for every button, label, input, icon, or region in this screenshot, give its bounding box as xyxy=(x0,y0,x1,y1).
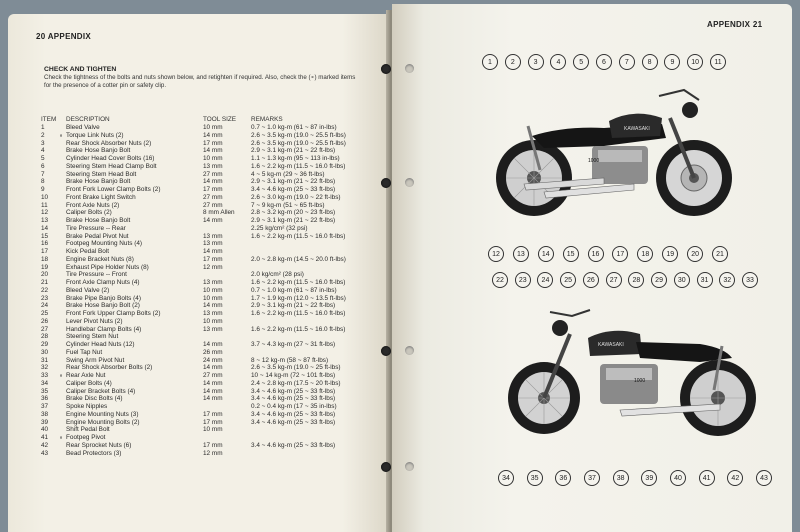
item-description: Front Axle Clamp Nuts (4) xyxy=(66,279,140,286)
tool-size: 10 mm xyxy=(203,294,223,302)
tool-size: 13 mm xyxy=(203,310,223,317)
torque-remark: 2.9 ~ 3.1 kg-m (21 ~ 22 ft-lbs) xyxy=(251,302,336,310)
callout-number: 26 xyxy=(583,272,599,288)
tool-size: 14 mm xyxy=(203,248,223,255)
callout-number: 11 xyxy=(710,54,726,70)
item-number: 2 xyxy=(41,131,45,139)
torque-remark: 0.7 ~ 1.0 kg-m (61 ~ 87 in-lbs) xyxy=(251,286,337,294)
item-description: Rear Shock Absorber Bolts (2) xyxy=(66,364,153,372)
tool-size: 14 mm xyxy=(203,302,223,310)
tool-size: 26 mm xyxy=(203,348,223,356)
item-description: Engine Mounting Bolts (2) xyxy=(66,418,140,426)
callout-number: 42 xyxy=(727,470,743,486)
callout-number: 3 xyxy=(528,54,544,70)
table-row xyxy=(41,132,381,140)
table-row xyxy=(41,287,381,295)
tool-size: 24 mm xyxy=(203,356,223,364)
torque-remark: 2.0 kg/cm² (28 psi) xyxy=(251,271,304,279)
tool-size: 14 mm xyxy=(203,379,223,387)
torque-remark: 2.0 ~ 2.8 kg-m (14.5 ~ 20.0 ft-lbs) xyxy=(251,255,346,263)
tool-size: 14 mm xyxy=(203,364,223,372)
torque-remark: 1.6 ~ 2.2 kg-m (11.5 ~ 16.0 ft-lbs) xyxy=(251,310,346,317)
item-number: 8 xyxy=(41,178,45,186)
item-description: Steering Stem Head Clamp Bolt xyxy=(66,162,157,170)
item-number: 22 xyxy=(41,286,49,294)
tool-size: 17 mm xyxy=(203,441,223,449)
item-description: Handlebar Clamp Bolts (4) xyxy=(66,325,142,333)
item-description: Exhaust Pipe Holder Nuts (8) xyxy=(66,263,149,271)
table-row xyxy=(41,364,381,372)
item-description: Torque Link Nuts (2) xyxy=(66,131,124,139)
tool-size: 14 mm xyxy=(203,387,223,395)
item-description: Rear Sprocket Nuts (6) xyxy=(66,441,132,449)
table-row xyxy=(41,333,381,341)
torque-remark: 3.4 ~ 4.6 kg-m (25 ~ 33 ft-lbs) xyxy=(251,186,336,193)
side-cover-badge-left: 1000 xyxy=(634,378,646,384)
tool-size: 13 mm xyxy=(203,279,223,286)
item-description: Tire Pressure -- Rear xyxy=(66,224,126,232)
item-description: Footpeg Pivot xyxy=(66,434,106,441)
table-row xyxy=(41,264,381,272)
cotter-pin-mark: ∘ xyxy=(59,434,64,441)
callout-number: 27 xyxy=(606,272,622,288)
item-number: 10 xyxy=(41,193,49,201)
torque-remark: 10 ~ 14 kg-m (72 ~ 101 ft-lbs) xyxy=(251,372,336,379)
torque-remark: 2.4 ~ 2.8 kg-m (17.5 ~ 20 ft-lbs) xyxy=(251,379,341,387)
callout-number: 18 xyxy=(637,246,653,262)
item-number: 9 xyxy=(41,186,45,193)
tool-size: 8 mm Allen xyxy=(203,209,235,217)
col-header-remarks: REMARKS xyxy=(251,116,283,123)
table-row xyxy=(41,395,381,403)
item-number: 38 xyxy=(41,410,49,418)
callout-number: 14 xyxy=(538,246,554,262)
item-description: Fuel Tap Nut xyxy=(66,348,103,356)
torque-remark: 2.25 kg/cm² (32 psi) xyxy=(251,224,308,232)
item-description: Steering Stem Head Bolt xyxy=(66,170,137,178)
item-description: Brake Pipe Banjo Bolts (4) xyxy=(66,294,141,302)
item-description: Rear Shock Absorber Nuts (2) xyxy=(66,139,152,147)
callout-number: 41 xyxy=(699,470,715,486)
item-description: Engine Mounting Nuts (3) xyxy=(66,410,139,418)
binder-hole xyxy=(381,462,391,472)
item-number: 5 xyxy=(41,155,45,162)
callout-number: 43 xyxy=(756,470,772,486)
callout-number: 13 xyxy=(513,246,529,262)
tool-size: 14 mm xyxy=(203,178,223,186)
tool-size: 12 mm xyxy=(203,263,223,271)
table-row xyxy=(41,279,381,287)
torque-remark: 2.6 ~ 3.0 kg-m (19.0 ~ 22 ft-lbs) xyxy=(251,193,341,201)
torque-remark: 3.4 ~ 4.6 kg-m (25 ~ 33 ft-lbs) xyxy=(251,410,336,418)
tank-brand-label-left: KAWASAKI xyxy=(598,342,624,348)
cotter-pin-mark: ∘ xyxy=(59,131,64,139)
callout-number: 40 xyxy=(670,470,686,486)
table-row xyxy=(41,194,381,202)
table-row xyxy=(41,295,381,303)
binder-hole xyxy=(381,178,391,188)
callout-number: 20 xyxy=(687,246,703,262)
tool-size: 17 mm xyxy=(203,186,223,193)
callout-number: 25 xyxy=(560,272,576,288)
torque-remark: 0.2 ~ 0.4 kg-m (17 ~ 35 in-lbs) xyxy=(251,403,337,410)
tank-brand-label: KAWASAKI xyxy=(624,126,650,132)
callout-number: 21 xyxy=(712,246,728,262)
binder-hole-right xyxy=(405,462,414,471)
torque-remark: 2.6 ~ 3.5 kg-m (19.0 ~ 25 ft-lbs) xyxy=(251,364,341,372)
item-number: 19 xyxy=(41,263,49,271)
tool-size: 17 mm xyxy=(203,418,223,426)
table-row xyxy=(41,411,381,419)
binder-hole-right xyxy=(405,346,414,355)
callout-number: 22 xyxy=(492,272,508,288)
callout-number: 16 xyxy=(588,246,604,262)
item-description: Cylinder Head Cover Bolts (16) xyxy=(66,155,155,162)
callout-number: 28 xyxy=(628,272,644,288)
item-description: Brake Hose Banjo Bolt xyxy=(66,178,131,186)
torque-remark: 8 ~ 12 kg-m (58 ~ 87 ft-lbs) xyxy=(251,356,329,364)
item-description: Spoke Nipples xyxy=(66,403,108,410)
item-description: Caliper Bolts (2) xyxy=(66,209,112,217)
table-row xyxy=(41,450,381,458)
table-row xyxy=(41,380,381,388)
item-description: Front Fork Upper Clamp Bolts (2) xyxy=(66,310,161,317)
item-description: Shift Pedal Bolt xyxy=(66,426,110,434)
item-number: 11 xyxy=(41,201,48,209)
callout-number: 36 xyxy=(555,470,571,486)
callout-number: 30 xyxy=(674,272,690,288)
table-row xyxy=(41,271,381,279)
callout-number: 8 xyxy=(642,54,658,70)
tool-size: 13 mm xyxy=(203,232,223,240)
item-number: 43 xyxy=(41,449,49,457)
item-number: 29 xyxy=(41,341,49,348)
item-number: 23 xyxy=(41,294,49,302)
item-description: Swing Arm Pivot Nut xyxy=(66,356,125,364)
item-number: 3 xyxy=(41,139,45,147)
item-description: Bleed Valve xyxy=(66,124,100,131)
item-number: 40 xyxy=(41,426,49,434)
table-row xyxy=(41,147,381,155)
item-number: 39 xyxy=(41,418,49,426)
item-number: 28 xyxy=(41,333,49,341)
torque-remark: 1.6 ~ 2.2 kg-m (11.5 ~ 16.0 ft-lbs) xyxy=(251,232,346,240)
torque-remark: 2.9 ~ 3.1 kg-m (21 ~ 22 ft-lbs) xyxy=(251,147,336,155)
tool-size: 14 mm xyxy=(203,217,223,224)
callout-number: 6 xyxy=(596,54,612,70)
table-row xyxy=(41,326,381,334)
item-description: Brake Hose Banjo Bolt xyxy=(66,147,131,155)
callout-number: 4 xyxy=(550,54,566,70)
torque-remark: 2.8 ~ 3.2 kg-m (20 ~ 23 ft-lbs) xyxy=(251,209,336,217)
callout-number: 34 xyxy=(498,470,514,486)
item-number: 25 xyxy=(41,310,49,317)
tool-size: 12 mm xyxy=(203,449,223,457)
item-description: Kick Pedal Bolt xyxy=(66,248,109,255)
callout-number: 19 xyxy=(662,246,678,262)
page-header-right: APPENDIX 21 xyxy=(707,20,763,29)
torque-remark: 2.6 ~ 3.5 kg-m (19.0 ~ 25.5 ft-lbs) xyxy=(251,139,346,147)
tool-size: 10 mm xyxy=(203,124,223,131)
table-row xyxy=(41,202,381,210)
left-page xyxy=(8,14,388,532)
item-number: 37 xyxy=(41,403,49,410)
item-number: 18 xyxy=(41,255,49,263)
table-row xyxy=(41,209,381,217)
tool-size: 14 mm xyxy=(203,395,223,403)
table-row xyxy=(41,403,381,411)
tool-size: 17 mm xyxy=(203,410,223,418)
torque-remark: 1.6 ~ 2.2 kg-m (11.5 ~ 16.0 ft-lbs) xyxy=(251,162,346,170)
torque-remark: 7 ~ 9 kg-m (51 ~ 65 ft-lbs) xyxy=(251,201,325,209)
item-number: 16 xyxy=(41,240,49,248)
item-number: 27 xyxy=(41,325,49,333)
tool-size: 27 mm xyxy=(203,372,223,379)
table-row xyxy=(41,155,381,163)
callout-number: 9 xyxy=(664,54,680,70)
cotter-pin-mark: ∘ xyxy=(59,372,64,379)
torque-remark: 1.1 ~ 1.3 kg-m (95 ~ 113 in-lbs) xyxy=(251,155,340,162)
callout-number: 7 xyxy=(619,54,635,70)
table-row xyxy=(41,419,381,427)
table-row xyxy=(41,225,381,233)
item-description: Front Brake Light Switch xyxy=(66,193,136,201)
table-row xyxy=(41,372,381,380)
item-number: 41 xyxy=(41,434,49,441)
binder-hole xyxy=(381,64,391,74)
binder-hole xyxy=(381,346,391,356)
table-row xyxy=(41,434,381,442)
table-row xyxy=(41,163,381,171)
tool-size: 10 mm xyxy=(203,426,223,434)
tool-size: 27 mm xyxy=(203,193,223,201)
right-page xyxy=(392,4,792,532)
table-row xyxy=(41,318,381,326)
tool-size: 10 mm xyxy=(203,286,223,294)
callout-number: 35 xyxy=(527,470,543,486)
item-description: Bead Protectors (3) xyxy=(66,449,122,457)
table-row xyxy=(41,240,381,248)
table-row xyxy=(41,341,381,349)
table-row xyxy=(41,426,381,434)
table-row xyxy=(41,186,381,194)
item-description: Cylinder Head Nuts (12) xyxy=(66,341,135,348)
page-header-left: 20 APPENDIX xyxy=(36,32,92,41)
table-row xyxy=(41,233,381,241)
item-number: 42 xyxy=(41,441,49,449)
callout-number: 10 xyxy=(687,54,703,70)
item-description: Steering Stem Nut xyxy=(66,333,119,341)
item-number: 36 xyxy=(41,395,49,403)
torque-remark: 0.7 ~ 1.0 kg-m (61 ~ 87 in-lbs) xyxy=(251,124,337,131)
item-number: 7 xyxy=(41,170,45,178)
tool-size: 14 mm xyxy=(203,147,223,155)
item-number: 1 xyxy=(41,124,45,131)
side-cover-badge: 1000 xyxy=(588,158,600,164)
item-number: 14 xyxy=(41,224,49,232)
item-description: Footpeg Mounting Nuts (4) xyxy=(66,240,143,248)
callout-number: 37 xyxy=(584,470,600,486)
item-description: Brake Hose Banjo Bolt xyxy=(66,217,131,224)
tool-size: 10 mm xyxy=(203,317,223,325)
callout-number: 31 xyxy=(697,272,713,288)
item-description: Engine Bracket Nuts (8) xyxy=(66,255,134,263)
item-number: 34 xyxy=(41,379,49,387)
torque-remark: 2.6 ~ 3.5 kg-m (19.0 ~ 25.5 ft-lbs) xyxy=(251,131,346,139)
tool-size: 27 mm xyxy=(203,201,223,209)
item-description: Front Fork Lower Clamp Bolts (2) xyxy=(66,186,161,193)
torque-table xyxy=(41,124,381,457)
item-number: 12 xyxy=(41,209,49,217)
torque-remark: 3.4 ~ 4.6 kg-m (25 ~ 33 ft-lbs) xyxy=(251,387,336,395)
item-number: 20 xyxy=(41,271,49,279)
item-description: Brake Pedal Pivot Nut xyxy=(66,232,129,240)
table-row xyxy=(41,349,381,357)
table-row xyxy=(41,310,381,318)
item-number: 4 xyxy=(41,147,45,155)
callout-number: 15 xyxy=(563,246,579,262)
motorcycle-left-side-illustration xyxy=(500,286,770,456)
col-header-description: DESCRIPTION xyxy=(66,116,110,123)
table-row xyxy=(41,140,381,148)
binder-hole-right xyxy=(405,64,414,73)
item-number: 35 xyxy=(41,387,49,395)
item-number: 32 xyxy=(41,364,49,372)
tool-size: 27 mm xyxy=(203,170,223,178)
item-description: Rear Axle Nut xyxy=(66,372,106,379)
callout-number: 39 xyxy=(641,470,657,486)
item-number: 6 xyxy=(41,162,45,170)
torque-remark: 1.6 ~ 2.2 kg-m (11.5 ~ 16.0 ft-lbs) xyxy=(251,279,346,286)
tool-size: 13 mm xyxy=(203,240,223,248)
tool-size: 13 mm xyxy=(203,162,223,170)
torque-remark: 2.9 ~ 3.1 kg-m (21 ~ 22 ft-lbs) xyxy=(251,217,336,224)
callout-number: 33 xyxy=(742,272,758,288)
col-header-tool-size: TOOL SIZE xyxy=(203,116,237,123)
item-number: 17 xyxy=(41,248,49,255)
table-row xyxy=(41,178,381,186)
item-description: Lever Pivot Nuts (2) xyxy=(66,317,123,325)
torque-remark: 3.4 ~ 4.6 kg-m (25 ~ 33 ft-lbs) xyxy=(251,441,336,449)
callout-number: 29 xyxy=(651,272,667,288)
callout-number: 1 xyxy=(482,54,498,70)
item-number: 13 xyxy=(41,217,49,224)
table-row xyxy=(41,124,381,132)
callout-number: 17 xyxy=(612,246,628,262)
torque-remark: 3.4 ~ 4.6 kg-m (25 ~ 33 ft-lbs) xyxy=(251,418,336,426)
torque-remark: 1.6 ~ 2.2 kg-m (11.5 ~ 16.0 ft-lbs) xyxy=(251,325,346,333)
tool-size: 10 mm xyxy=(203,155,223,162)
table-row xyxy=(41,171,381,179)
item-number: 31 xyxy=(41,356,49,364)
item-description: Caliper Bracket Bolts (4) xyxy=(66,387,136,395)
tool-size: 17 mm xyxy=(203,255,223,263)
torque-remark: 1.7 ~ 1.9 kg-m (12.0 ~ 13.5 ft-lbs) xyxy=(251,294,346,302)
item-number: 24 xyxy=(41,302,49,310)
item-description: Bleed Valve (2) xyxy=(66,286,110,294)
item-description: Brake Disc Bolts (4) xyxy=(66,395,123,403)
callout-number: 2 xyxy=(505,54,521,70)
callout-number: 24 xyxy=(537,272,553,288)
table-row xyxy=(41,388,381,396)
table-row xyxy=(41,442,381,450)
item-description: Brake Hose Banjo Bolt (2) xyxy=(66,302,140,310)
table-row xyxy=(41,302,381,310)
torque-remark: 2.9 ~ 3.1 kg-m (21 ~ 22 ft-lbs) xyxy=(251,178,336,186)
callout-number: 12 xyxy=(488,246,504,262)
callout-number: 32 xyxy=(719,272,735,288)
motorcycle-right-side-illustration xyxy=(484,66,754,236)
callout-number: 38 xyxy=(613,470,629,486)
tool-size: 17 mm xyxy=(203,139,223,147)
callout-number: 23 xyxy=(515,272,531,288)
table-row xyxy=(41,357,381,365)
table-row xyxy=(41,217,381,225)
tool-size: 13 mm xyxy=(203,325,223,333)
item-number: 21 xyxy=(41,279,49,286)
item-number: 15 xyxy=(41,232,49,240)
col-header-item: ITEM xyxy=(41,116,57,123)
section-title: CHECK AND TIGHTEN xyxy=(44,66,117,73)
item-description: Front Axle Nuts (2) xyxy=(66,201,120,209)
item-number: 26 xyxy=(41,317,49,325)
torque-remark: 3.7 ~ 4.3 kg-m (27 ~ 31 ft-lbs) xyxy=(251,341,336,348)
table-row xyxy=(41,256,381,264)
item-description: Caliper Bolts (4) xyxy=(66,379,112,387)
item-number: 33 xyxy=(41,372,49,379)
callout-number: 5 xyxy=(573,54,589,70)
item-number: 30 xyxy=(41,348,49,356)
torque-remark: 3.4 ~ 4.6 kg-m (25 ~ 33 ft-lbs) xyxy=(251,395,336,403)
binder-hole-right xyxy=(405,178,414,187)
torque-remark: 4 ~ 5 kg-m (29 ~ 36 ft-lbs) xyxy=(251,170,325,178)
table-row xyxy=(41,248,381,256)
item-description: Tire Pressure -- Front xyxy=(66,271,127,279)
intro-text: Check the tightness of the bolts and nuts shown below, and retighten if required. Also, check the (∘) marked items for the presence of a cotter pin or safety clip. xyxy=(44,74,356,89)
tool-size: 14 mm xyxy=(203,131,223,139)
tool-size: 14 mm xyxy=(203,341,223,348)
